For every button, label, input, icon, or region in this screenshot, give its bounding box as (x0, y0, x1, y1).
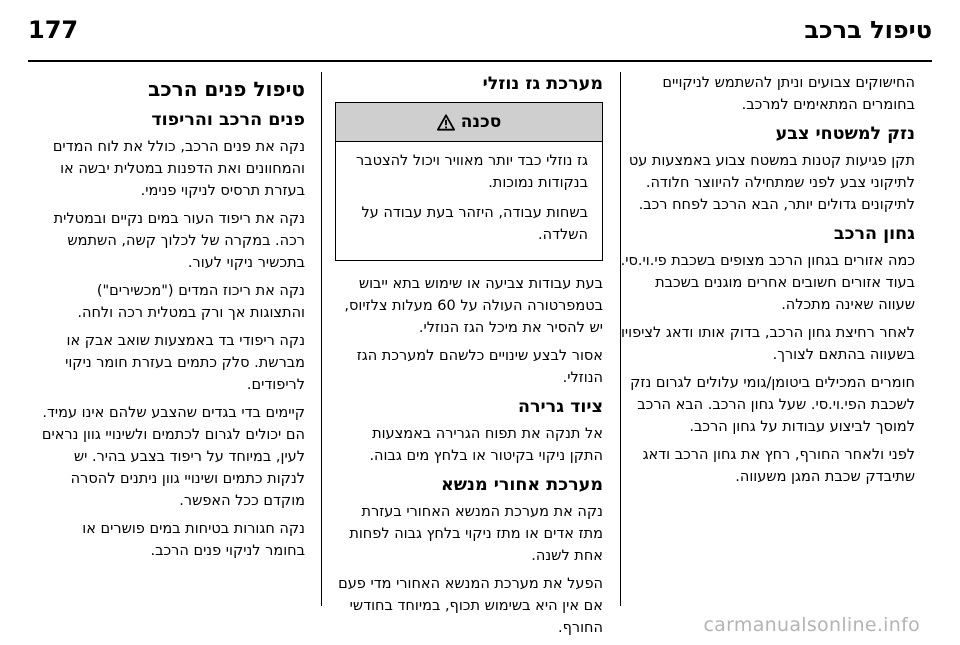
paragraph: לפני ולאחר החורף, רחץ את גחון הרכב ודאג שתיבדק שכבת המגן משעווה. (642, 447, 915, 485)
warning-triangle-icon (437, 114, 455, 131)
chapter-title: טיפול ברכב (804, 16, 932, 44)
danger-header (336, 103, 602, 142)
column-divider-left (321, 72, 322, 606)
paragraph: כמה אזורים בגחון הרכב מצופים בשכבת פי.וי.סי. בעוד אזורים חשובים אחרים מוגנים בשכבת שעווה שאינה מתכלה. (620, 253, 915, 313)
page-section-title: טיפול פנים הרכב (148, 77, 305, 101)
paragraph: נקה ריפודי בד באמצעות שואב אבק או מברשת. סלק כתמים בעזרת חומר ניקוי לריפודים. (65, 333, 305, 393)
danger-label: סכנה (460, 112, 502, 132)
middle-column (335, 72, 603, 645)
paragraph: בעת עבודות צביעה או שימוש בתא ייבוש בטמפרטורה העולה על 60 מעלות צלזיוס, יש להסיר את מיכל הגז הנוזלי. (344, 276, 603, 336)
paragraph: הפעל את מערכת המנשא האחורי מדי פעם אם אין היא בשימוש תכוף, במיוחד בחודשי החורף. (338, 576, 603, 636)
section-heading: מערכת גז נוזלי (482, 74, 603, 94)
section-heading: מערכת אחורי מנשא (441, 475, 603, 495)
watermark: carmanualsonline.info (703, 614, 920, 636)
paragraph: נקה את ריכוז המדים ("מכשירים") והתצוגות אך ורק במטלית רכה ולחה. (77, 283, 305, 321)
section-heading: נזק למשטחי צבע (775, 124, 915, 144)
paragraph: קיימים בדי בגדים שהצבע שלהם אינו עמיד. הם יכולים לגרום לכתמים ולשינויי גוון נראים לעין, במיוחד על ריפוד בצבע בהיר. יש לנקות כתמים ושינויי גוון ניתנים להסרה מוקדם ככל האפשר. (41, 405, 305, 509)
danger-body (336, 142, 602, 260)
left-column (40, 72, 305, 568)
paragraph: אל תנקה את תפוח הגרירה באמצעות התקן ניקוי בקיטור או בלחץ מים גבוה. (369, 426, 603, 464)
paragraph: החישוקים צבועים וניתן להשתמש לניקויים בחומרים המתאימים למרכב. (662, 75, 915, 113)
danger-text: גז נוזלי כבד יותר מאוויר ויכול להצטבר בנקודות נמוכות. (356, 153, 588, 191)
section-heading: גחון הרכב (833, 224, 915, 244)
paragraph: חומרים המכילים ביטומן/גומי עלולים לגרום נזק לשכבת הפי.וי.סי. שעל גחון הרכב. הבא הרכב למוסך לביצוע עבודות על גחון הרכב. (630, 375, 915, 435)
page-number: 177 (28, 16, 79, 44)
paragraph: נקה את ריפוד העור במים נקיים ובמטלית רכה. במקרה של לכלוך קשה, השתמש בתכשיר ניקוי לעור. (53, 211, 305, 271)
section-heading: פנים הרכב והריפוד (151, 110, 305, 130)
paragraph: לאחר רחיצת גחון הרכב, בדוק אותו ודאג לציפויו בשעווה בהתאם לצורך. (620, 325, 915, 363)
header-divider (28, 60, 932, 62)
paragraph: תקן פגיעות קטנות במשטח צבוע באמצעות עט לתיקוני צבע לפני שמתחילה להיווצר חלודה. לתיקונים גדולים יותר, הבא הרכב לפחח רכב. (628, 153, 915, 213)
paragraph: נקה חגורות בטיחות במים פושרים או בחומר לניקוי פנים הרכב. (82, 521, 305, 559)
paragraph: נקה את מערכת המנשא האחורי בעזרת מתז אדים או מתז ניקוי בלחץ גבוה לפחות אחת לשנה. (349, 504, 603, 564)
paragraph: אסור לבצע שינויים כלשהם למערכת הגז הנוזלי. (356, 348, 603, 386)
right-column (615, 72, 915, 494)
danger-text: בשחות עבודה, היזהר בעת עבודה על השלדה. (361, 205, 588, 243)
paragraph: נקה את פנים הרכב, כולל את לוח המדים והמחוונים ואת הדפנות במטלית יבשה או בעזרת תרסיס לניקוי פנימי. (52, 139, 305, 199)
page-header (28, 10, 932, 50)
section-heading: ציוד גרירה (517, 397, 603, 417)
danger-box (335, 102, 603, 261)
